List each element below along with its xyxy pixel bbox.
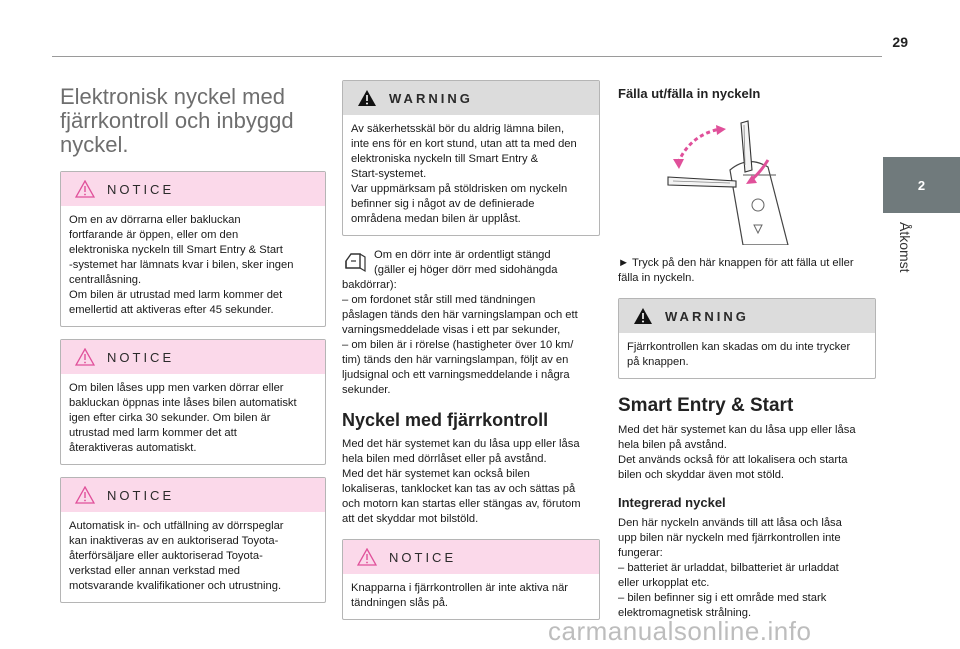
- column-middle: [342, 80, 600, 632]
- text-line: Med det här systemet kan du låsa upp eller låsa: [342, 438, 580, 450]
- text-line: elektromagnetisk strålning.: [618, 607, 752, 619]
- text-line: Fjärrkontrollen kan skadas om du inte trycker: [627, 341, 851, 353]
- text-line: Om bilen låses upp men varken dörrar eller: [69, 382, 284, 394]
- text-line: tändningen slås på.: [351, 597, 449, 609]
- text-line: Var uppmärksam på stöldrisken om nyckeln: [351, 183, 568, 195]
- text-line: Av säkerhetsskäl bör du aldrig lämna bilen,: [351, 123, 565, 135]
- text-line: bilen och skyddar även mot stöld.: [618, 469, 785, 481]
- text-line: motsvarande kvalifikationer och utrustning.: [69, 580, 282, 592]
- warning-text: [619, 333, 875, 378]
- text-line: på knappen.: [627, 356, 689, 368]
- notice-box-4: [342, 539, 600, 620]
- text-line: påslagen tänds den här varningslampan och ett: [342, 309, 578, 321]
- text-line: Automatisk in- och utfällning av dörrspeglar: [69, 520, 284, 532]
- text-line: fortfarande är öppen, eller om den: [69, 229, 239, 241]
- column-right: [618, 80, 876, 621]
- text-line: kan inaktiveras av en auktoriserad Toyota-: [69, 535, 279, 547]
- text-line: Om en av dörrarna eller bakluckan: [69, 214, 241, 226]
- notice-header: [61, 172, 325, 206]
- text-line: befinner sig i något av de definierade: [351, 198, 535, 210]
- text-line: elektroniska nyckeln till Smart Entry & Start: [69, 244, 283, 256]
- notice-box-2: [60, 339, 326, 465]
- door-warning-text: [342, 278, 600, 398]
- sub-body: [618, 516, 876, 621]
- text-line: bakluckan öppnas inte låses bilen automatiskt: [69, 397, 297, 409]
- notice-label: NOTICE: [107, 181, 175, 197]
- notice-label: NOTICE: [389, 549, 457, 565]
- warning-header: [343, 81, 599, 115]
- text-line: ► Tryck på den här knappen för att fälla ut eller: [618, 257, 854, 269]
- notice-header: [343, 540, 599, 574]
- notice-box-3: [60, 477, 326, 603]
- notice-header: [61, 340, 325, 374]
- text-line: Om en dörr inte är ordentligt stängd: [374, 249, 551, 261]
- instruction-text: [618, 256, 876, 286]
- warning-triangle-icon: [75, 486, 95, 504]
- text-line: Med det här systemet kan också bilen: [342, 468, 530, 480]
- text-line: att det skyddar mot bilstöld.: [342, 513, 479, 525]
- chapter-side-label: [893, 222, 917, 322]
- sub-heading: Integrerad nyckel: [618, 495, 726, 510]
- warning-label: WARNING: [389, 90, 473, 106]
- text-line: sekunder.: [342, 384, 391, 396]
- warning-header: [619, 299, 875, 333]
- text-line: Det används också för att lokalisera och starta: [618, 454, 848, 466]
- text-line: och motorn kan startas eller stängas av, förutom: [342, 498, 581, 510]
- warning-text: [343, 115, 599, 235]
- text-line: bakdörrar):: [342, 279, 397, 291]
- warning-triangle-icon: [357, 89, 377, 107]
- notice-text: [61, 374, 325, 464]
- page-title: [60, 85, 326, 157]
- text-line: fälla in nyckeln.: [618, 272, 695, 284]
- text-line: återaktiveras automatiskt.: [69, 442, 197, 454]
- warning-triangle-icon: [633, 307, 653, 325]
- text-line: fungerar:: [618, 547, 663, 559]
- key-fold-illustration: [648, 115, 798, 245]
- text-line: elektroniska nyckeln till Smart Entry &: [351, 153, 539, 165]
- warning-box: [342, 80, 600, 236]
- section-body: [342, 437, 600, 527]
- text-line: centrallåsning.: [69, 274, 142, 286]
- title-line: Elektronisk nyckel med: [60, 84, 285, 109]
- text-line: hela bilen med dörrlåset eller på avstånd.: [342, 453, 547, 465]
- title-line: nyckel.: [60, 132, 129, 157]
- notice-text: [61, 512, 325, 602]
- text-line: Start-systemet.: [351, 168, 427, 180]
- watermark: carmanualsonline.info: [548, 616, 812, 646]
- text-line: tim) tänds den här varningslampan, följt av en: [342, 354, 569, 366]
- warning-label: WARNING: [665, 308, 749, 324]
- text-line: Om bilen är utrustad med larm kommer det: [69, 289, 283, 301]
- notice-header: [61, 478, 325, 512]
- warning-triangle-icon: [357, 548, 377, 566]
- text-line: återförsäljare eller auktoriserad Toyota-: [69, 550, 263, 562]
- text-line: – bilen befinner sig i ett område med stark: [618, 592, 827, 604]
- text-line: – om bilen är i rörelse (hastigheter över 10 km/: [342, 339, 574, 351]
- notice-box-1: [60, 171, 326, 327]
- notice-text: [61, 206, 325, 326]
- warning-triangle-icon: [75, 180, 95, 198]
- notice-text: [343, 574, 599, 619]
- notice-label: NOTICE: [107, 487, 175, 503]
- text-line: – om fordonet står still med tändningen: [342, 294, 536, 306]
- title-line: fjärrkontroll och inbyggd: [60, 108, 294, 133]
- text-line: -systemet har lämnats kvar i bilen, sker ingen: [69, 259, 294, 271]
- text-line: hela bilen på avstånd.: [618, 439, 727, 451]
- section-heading: Nyckel med fjärrkontroll: [342, 410, 549, 430]
- chapter-tab[interactable]: [883, 157, 960, 213]
- top-divider: [52, 56, 882, 57]
- text-line: upp bilen när nyckeln med fjärrkontrollen inte: [618, 532, 841, 544]
- text-line: Med det här systemet kan du låsa upp eller låsa: [618, 424, 856, 436]
- chapter-tab-number: 2: [917, 177, 926, 193]
- text-line: igen efter cirka 30 sekunder. Om bilen är: [69, 412, 271, 424]
- text-line: utrustad med larm kommer det att: [69, 427, 237, 439]
- text-line: (gäller ej höger dörr med sidohängda: [374, 264, 558, 276]
- section-heading: Smart Entry & Start: [618, 395, 794, 416]
- door-warning-intro: [342, 248, 600, 278]
- text-line: Den här nyckeln används till att låsa och låsa: [618, 517, 842, 529]
- text-line: områdena medan bilen är upplåst.: [351, 213, 521, 225]
- text-line: varningsmeddelade visas i ett par sekunder,: [342, 324, 561, 336]
- text-line: ljudsignal och ett varningsmeddelande i några: [342, 369, 570, 381]
- page-number: 29: [892, 34, 908, 50]
- text-line: – batteriet är urladdat, bilbatteriet är urladdat: [618, 562, 839, 574]
- text-line: inte ens för en kort stund, utan att ta med den: [351, 138, 577, 150]
- warning-box-2: [618, 298, 876, 379]
- warning-triangle-icon: [75, 348, 95, 366]
- column-left: [60, 80, 326, 615]
- section-body: [618, 423, 876, 483]
- chapter-label-text: Åtkomst: [897, 222, 913, 273]
- open-door-icon: [342, 248, 368, 274]
- notice-label: NOTICE: [107, 349, 175, 365]
- section-heading: Fälla ut/fälla in nyckeln: [618, 86, 761, 101]
- text-line: verkstad eller annan verkstad med: [69, 565, 241, 577]
- text-line: Knapparna i fjärrkontrollen är inte aktiva när: [351, 582, 569, 594]
- text-line: emellertid att aktiveras efter 45 sekunder.: [69, 304, 274, 316]
- text-line: eller urkopplat etc.: [618, 577, 710, 589]
- text-line: lokaliseras, tanklocket kan tas av och sättas på: [342, 483, 576, 495]
